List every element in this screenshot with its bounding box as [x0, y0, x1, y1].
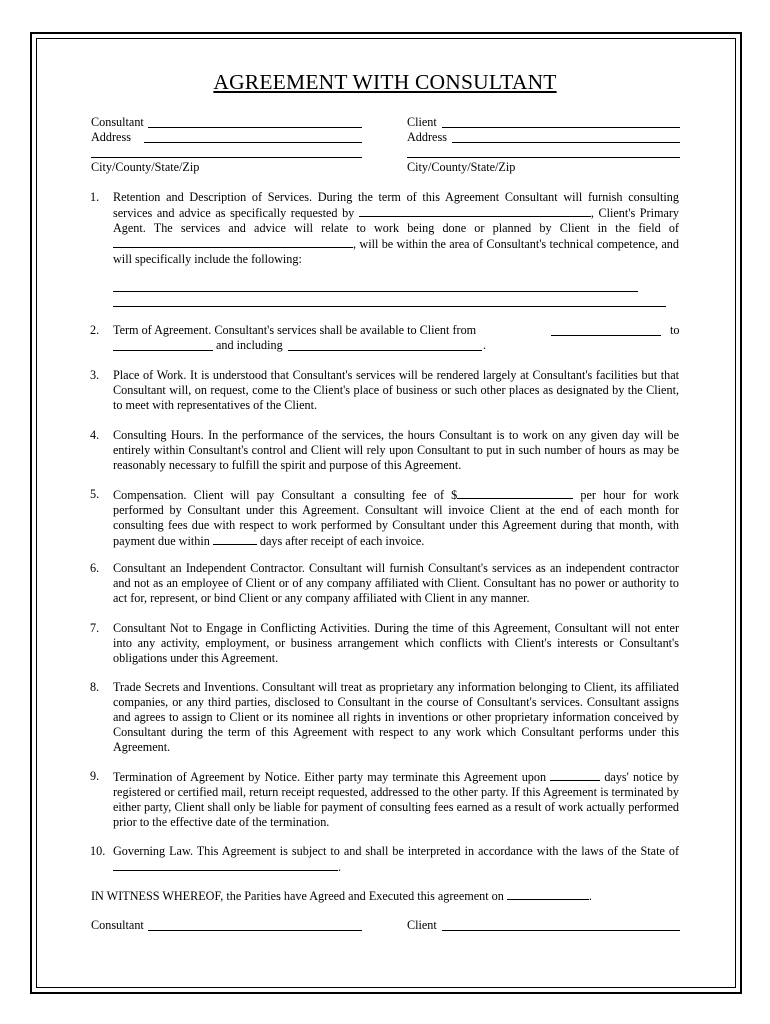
section-9-number: 9. — [90, 769, 100, 783]
section-5-post: days after receipt of each invoice. — [259, 534, 425, 548]
primary-agent-field[interactable] — [359, 205, 591, 217]
field-of-work-field[interactable] — [113, 236, 353, 248]
witness-text — [91, 888, 592, 904]
execution-date-field[interactable] — [507, 888, 589, 900]
section-6-number: 6. — [90, 561, 100, 575]
section-9-post: days' notice by registered or certified mail, return receipt requested, addressed to the other party. If this Agreement is terminated by either party, Client shall only be liable for payment of consulting fees earned as a result of work actually performed prior to the effective date of the termination. — [113, 770, 680, 829]
section-2-to: to — [670, 323, 680, 337]
consulting-fee-field[interactable] — [457, 487, 573, 499]
consultant-label: Consultant — [91, 115, 144, 129]
section-1-text — [113, 190, 679, 267]
section-5-text — [113, 487, 679, 549]
section-1-post: , will be within the area of Consultant's technical competence, and will specifically include the following: — [113, 237, 679, 266]
section-4-number: 4. — [90, 428, 100, 442]
section-4-text: Consulting Hours. In the performance of the services, the hours Consultant is to work on any given day will be entirely within Consultant's control and Client will rely upon Consultant to put in such number of hours as may be reasonably necessary to fulfill the spirit and purpose of this Agreement. — [113, 428, 679, 472]
client-address-line2-field[interactable] — [407, 157, 680, 158]
services-line-2[interactable] — [113, 306, 666, 307]
client-city-label: City/County/State/Zip — [407, 160, 516, 174]
section-8-number: 8. — [90, 680, 100, 694]
section-5-number: 5. — [90, 487, 100, 501]
client-name-field[interactable] — [442, 127, 680, 128]
consultant-city-label: City/County/State/Zip — [91, 160, 200, 174]
consultant-name-field[interactable] — [148, 127, 362, 128]
section-7-text: Consultant Not to Engage in Conflicting Activities. During the time of this Agreement, Consultant will not enter into any activity, employment, or business arrangement which conflicts with Client's interests or Consultant's obligations under this Agreement. — [113, 621, 679, 665]
payment-days-field[interactable] — [213, 533, 257, 545]
section-8-text: Trade Secrets and Inventions. Consultant will treat as proprietary any information belonging to Client, its affiliated companies, or any third parties, disclosed to Consultant in the course of Consultant's services. Consultant assigns and agrees to assign to Client or its nominee all rights in inventions or other proprietary information conceived by Consultant during the term of this Agreement with respect to any work which Consultant performs under this Agreement. — [113, 680, 679, 754]
signature-client-label: Client — [407, 918, 437, 932]
section-5-pre: Compensation. Client will pay Consultant a consulting fee of $ — [113, 488, 458, 502]
services-line-1[interactable] — [113, 291, 638, 292]
section-2-number: 2. — [90, 323, 100, 337]
consultant-address-label: Address — [91, 130, 131, 144]
section-3-text: Place of Work. It is understood that Consultant's services will be rendered largely at Consultant's facilities but that Consultant will, on request, come to the Client's place of business or such other places as designated by the Client, to meet with representatives of the Client. — [113, 368, 679, 412]
section-1-mid: , Client's Primary Agent. The services and advice will relate to work being done or planned by Client in the field of — [113, 206, 680, 235]
section-10-pre: Governing Law. This Agreement is subject to and shall be interpreted in accordance with the laws of the State of — [113, 844, 679, 858]
section-2-post: . — [483, 338, 487, 352]
term-including-field[interactable] — [288, 350, 482, 351]
section-7-number: 7. — [90, 621, 100, 635]
term-start-field[interactable] — [551, 335, 661, 336]
section-10-number: 10. — [90, 844, 106, 858]
client-label: Client — [407, 115, 437, 129]
section-2-pre: Term of Agreement. Consultant's services shall be available to Client from — [113, 323, 477, 337]
consultant-address-line2-field[interactable] — [91, 157, 362, 158]
client-address-field[interactable] — [452, 142, 680, 143]
section-3-number: 3. — [90, 368, 100, 382]
client-signature-field[interactable] — [442, 930, 680, 931]
witness-pre: IN WITNESS WHEREOF, the Parities have Agreed and Executed this agreement on — [91, 889, 504, 903]
witness-post: . — [588, 889, 592, 903]
document-title: AGREEMENT WITH CONSULTANT — [213, 70, 557, 94]
signature-consultant-label: Consultant — [91, 918, 144, 932]
consultant-address-field[interactable] — [144, 142, 362, 143]
term-end-field[interactable] — [113, 350, 213, 351]
section-5-mid: per hour for work performed by Consultant under this Agreement. Consultant will invoice Client at the end of each month for consulting fees due with respect to work performed by Consultant under this Agreement during that month, with payment due within — [113, 488, 680, 548]
consultant-signature-field[interactable] — [148, 930, 362, 931]
section-2-including: and including — [216, 338, 283, 352]
section-6-text: Consultant an Independent Contractor. Consultant will furnish Consultant's services as an independent contractor and not as an employee of Client or of any company affiliated with Client. Consultant has no power or authority to act for, represent, or bind Client or any company affiliated with Client in any manner. — [113, 561, 679, 605]
section-10-text — [113, 844, 679, 875]
section-1-pre: Retention and Description of Services. During the term of this Agreement Consultant will furnish consulting services and advice as specifically requested by — [113, 190, 679, 220]
section-10-post: . — [338, 860, 342, 874]
governing-state-field[interactable] — [113, 859, 338, 871]
section-9-pre: Termination of Agreement by Notice. Either party may terminate this Agreement upon — [113, 770, 547, 784]
section-1-number: 1. — [90, 190, 100, 204]
notice-days-field[interactable] — [550, 769, 600, 781]
section-9-text — [113, 769, 679, 830]
client-address-label: Address — [407, 130, 447, 144]
